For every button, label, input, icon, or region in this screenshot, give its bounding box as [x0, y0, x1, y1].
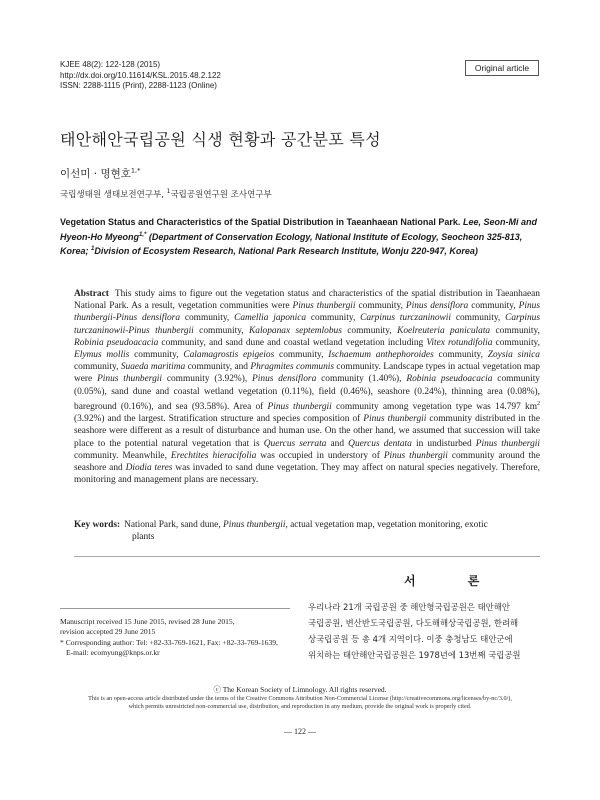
affiliation-1: 국립생태원 생태보전연구부, — [60, 190, 167, 200]
authors-ko — [60, 166, 140, 181]
abstract-text: community, — [355, 301, 406, 312]
abstract-text: community, — [341, 325, 398, 336]
corresponding-author: * Corresponding author: Tel: +82-33-769-1621, Fax: +82-33-769-1639, — [60, 637, 278, 647]
abstract-text: community, — [490, 325, 540, 336]
english-affiliation-2: Division of Ecosystem Research, National Park Research Institute, Wonju 220-947, Korea) — [94, 246, 478, 257]
abstract-text: community, — [468, 301, 519, 312]
species-name: Suaeda maritima — [120, 362, 186, 373]
intro-heading: 서 론 — [404, 574, 504, 588]
abstract-text: was occupied in understory of — [256, 450, 384, 461]
abstract-text: This study aims to figure out the vegetation status and characteristics of the spatial distribution in Taeanhaean National Park. As a result, vegetation communities were — [74, 289, 540, 312]
abstract-text: community, — [306, 313, 361, 324]
affiliation-ko — [60, 188, 272, 200]
english-affiliation-marker: 1 — [91, 246, 95, 253]
keywords-label: Key words: — [74, 520, 121, 530]
abstract-text: community, — [193, 325, 249, 336]
species-name: Quercus dentata — [348, 438, 412, 449]
species-name: Robinia pseudoacacia — [74, 337, 159, 348]
species-name: Elymus mollis — [74, 350, 130, 361]
abstract-text: community, — [451, 313, 506, 324]
species-name: Kalopanax septemlobus — [249, 325, 342, 336]
abstract-text: community distributed in the seashore were different as a result of disturbance and human use. On the other hand, we assumed that succession will take place to the potential natural vegetation that is — [74, 414, 540, 449]
received-dates: Manuscript received 15 June 2015, revised 28 June 2015, — [60, 617, 235, 626]
species-name: Carpinus turczaninowii-Pinus thunbergii — [74, 313, 540, 336]
abstract-text: community (3.92%), — [161, 374, 253, 385]
doi-link[interactable]: http://dx.doi.org/10.11614/KSL.2015.48.2.122 — [60, 70, 221, 80]
superscript: 2 — [537, 400, 540, 407]
accepted-date: revision accepted 29 June 2015 — [60, 627, 156, 637]
species-name: Pinus thunbergii — [363, 414, 427, 425]
abstract-label: Abstract — [74, 289, 109, 299]
author-email[interactable]: E-mail: ecomyung@knps.or.kr — [66, 647, 160, 657]
english-affiliation-1: (Department of Conservation Ecology, National Institute of Ecology, Seocheon 325-813, Korea; — [60, 231, 523, 257]
issn: ISSN: 2288-1115 (Print), 2288-1123 (Online) — [60, 81, 217, 90]
abstract-text: community among vegetation type was 14.797 km — [331, 401, 537, 412]
abstract-text: community, and — [185, 362, 251, 373]
species-name: Pinus thunbergii — [292, 301, 356, 312]
species-name: Koelreuteria paniculata — [397, 325, 491, 336]
abstract-text: (3.92%) and the largest. Stratification structure and species composition of — [74, 414, 364, 425]
english-author-superscript: 1,* — [139, 231, 147, 238]
affiliation-2: 국립공원연구원 조사연구부 — [170, 190, 272, 200]
species-name: Robinia pseudoacacia — [406, 374, 493, 385]
species-name: Erechtites hieracifolia — [170, 450, 257, 461]
manuscript-info — [60, 617, 290, 658]
abstract-text: and — [326, 438, 349, 449]
intro-body — [308, 599, 540, 663]
species-name: Vitex rotundifolia — [426, 337, 493, 348]
license-notice — [60, 695, 540, 711]
abstract-text: community (0.05%), sand dune and coastal wetland vegetation (0.11%), field (0.46%), seashore (0.24%), thinning area (0.08%), bareground (0.16%), and sea (93.58%). Area of — [74, 374, 540, 412]
abstract-text: community around the seashore and — [74, 450, 540, 473]
license-line: This is an open-access article distributed under the terms of the Creative Commons Attribution Non-Commercial License (http://creativecommons.org/licenses/by-nc/3.0/), — [88, 695, 512, 702]
abstract-text: community, — [433, 350, 488, 361]
species-name: Zoysia sinica — [487, 350, 540, 361]
species-name: Pinus thunbergii — [475, 438, 540, 449]
article-type-badge: Original article — [465, 60, 539, 76]
license-line: which permits unrestricted non-commercial use, distribution, and reproduction in any medium, provide the original work is properly cited. — [128, 703, 472, 711]
species-name: Calamagrostis epigeios — [183, 350, 275, 361]
english-title: Vegetation Status and Characteristics of the Spatial Distribution in Taeanhaean National Park. — [60, 217, 461, 227]
abstract-text: community, and sand dune and coastal wetland vegetation including — [158, 337, 427, 348]
species-name: Ischaemum anthephoroides — [328, 350, 434, 361]
species-name: Carpinus turczaninowii — [360, 313, 452, 324]
species-name: Pinus densiflora — [405, 301, 469, 312]
copyright-notice: ⓒ The Korean Society of Limnology. All rights reserved. — [213, 685, 387, 694]
abstract-text: community, — [492, 337, 540, 348]
intro-line: 위치하는 태안해안국립공원은 1978년에 13번째 국립공원 — [308, 650, 521, 660]
journal-meta — [60, 60, 221, 92]
species-name: Pinus densiflora — [252, 374, 317, 385]
species-name: Pinus thunbergii — [267, 401, 332, 412]
species-name: Pinus thunbergii — [97, 374, 162, 385]
author-superscript: 1,* — [130, 166, 141, 175]
species-name: Pinus thunbergii — [383, 450, 448, 461]
intro-line: 상국립공원 등 총 4개 지역이다. 이중 충청남도 태안군에 — [308, 634, 513, 644]
section-divider — [74, 556, 540, 557]
keyword-text: , actual vegetation map, vegetation monitoring, exotic — [285, 520, 488, 530]
english-authors: Lee, Seon-Mi and Hyeon-Ho Myeong — [60, 217, 537, 242]
abstract-text: community, — [129, 350, 184, 361]
abstract-text: community, — [74, 362, 121, 373]
english-title-block — [60, 216, 542, 258]
page-number: — 122 — — [284, 727, 316, 736]
abstract — [74, 288, 540, 486]
abstract-text: community. Landscape types in actual vegetation map were — [74, 362, 540, 385]
abstract-text: in undisturbed — [411, 438, 476, 449]
species-name: Phragmites communis — [250, 362, 335, 373]
keyword-species: Pinus thunbergii — [223, 520, 286, 530]
paper-title-ko: 태안해안국립공원 식생 현황과 공간분포 특성 — [60, 130, 381, 149]
species-name: Camellia japonica — [234, 313, 307, 324]
keywords — [74, 519, 540, 543]
keyword-continuation: plants — [132, 532, 155, 543]
footnote-divider — [60, 608, 290, 609]
affiliation-marker: 1 — [166, 188, 171, 196]
species-name: Diodia teres — [125, 462, 173, 473]
journal-citation: KJEE 48(2): 122-128 (2015) — [60, 60, 161, 69]
species-name: Pinus thunbergii-Pinus densiflora — [74, 301, 540, 324]
abstract-text: community, — [180, 313, 235, 324]
abstract-text: community, — [274, 350, 329, 361]
author-names: 이선미 · 명현호 — [60, 168, 131, 180]
keyword-text: National Park, sand dune, — [124, 520, 224, 530]
abstract-text: community (1.40%), — [316, 374, 407, 385]
abstract-text: was invaded to sand dune vegetation. They may affect on natural species negatively. Therefore, monitoring and management plans are necessary. — [74, 462, 540, 486]
species-name: Quercus serrata — [263, 438, 327, 449]
intro-line: 국립공원, 변산반도국립공원, 다도해해상국립공원, 한려해 — [308, 618, 519, 628]
intro-line: 우리나라 21개 국립공원 중 해안형국립공원은 태안해안 — [308, 602, 510, 612]
abstract-text: community. Meanwhile, — [74, 450, 171, 461]
